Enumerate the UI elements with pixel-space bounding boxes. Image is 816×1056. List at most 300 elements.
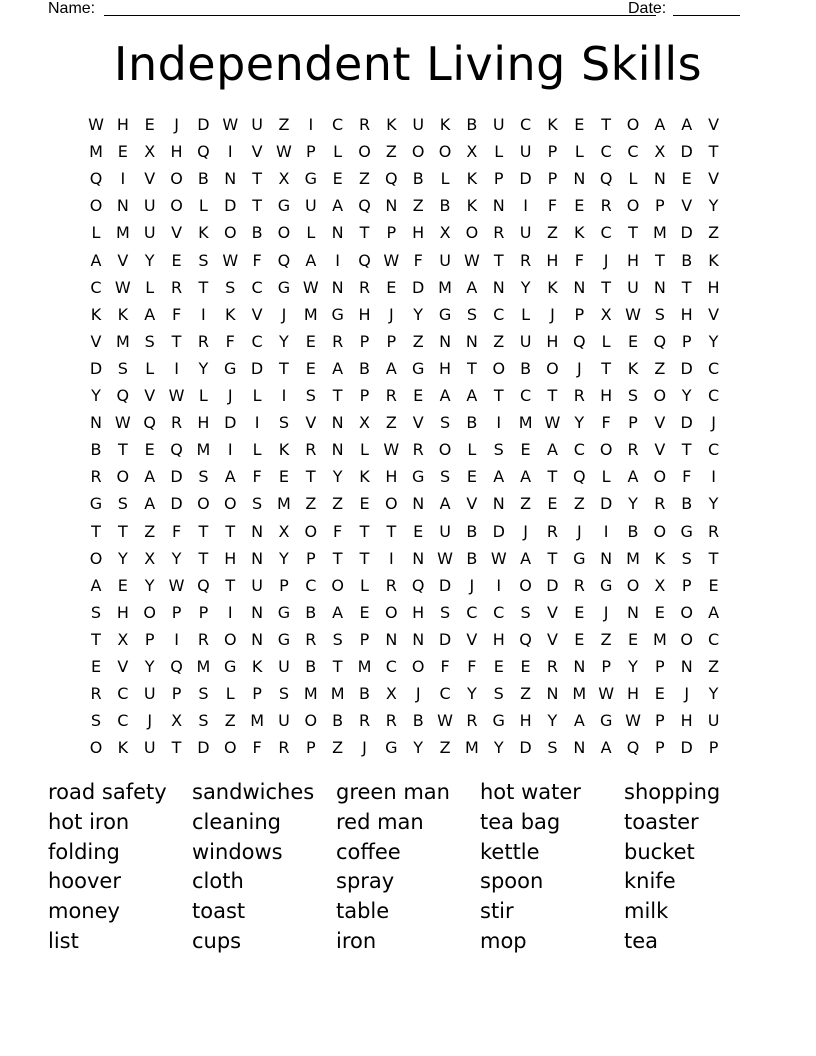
grid-letter[interactable]: J [603, 250, 609, 270]
name-blank-line[interactable] [104, 0, 656, 16]
grid-letter[interactable]: P [171, 602, 182, 622]
grid-letter[interactable]: N [224, 169, 237, 189]
grid-letter[interactable]: C [707, 440, 720, 460]
grid-letter[interactable]: T [547, 548, 558, 568]
grid-letter[interactable]: W [437, 711, 453, 731]
grid-letter[interactable]: R [197, 629, 209, 649]
grid-letter[interactable]: Z [600, 629, 612, 649]
grid-letter[interactable]: J [281, 304, 287, 324]
grid-letter[interactable]: B [439, 196, 451, 216]
grid-letter[interactable]: U [627, 277, 639, 297]
grid-letter[interactable]: B [520, 358, 532, 378]
grid-letter[interactable]: P [574, 304, 585, 324]
grid-letter[interactable]: W [88, 115, 104, 134]
grid-letter[interactable]: T [117, 521, 128, 541]
grid-letter[interactable]: F [682, 467, 692, 487]
grid-letter[interactable]: Q [385, 169, 398, 189]
grid-letter[interactable]: H [707, 277, 720, 297]
grid-letter[interactable]: A [681, 115, 693, 134]
grid-letter[interactable]: X [385, 684, 397, 704]
grid-letter[interactable]: V [466, 494, 478, 514]
grid-letter[interactable]: O [304, 711, 318, 731]
grid-letter[interactable]: M [518, 413, 533, 433]
grid-letter[interactable]: S [278, 413, 290, 433]
grid-letter[interactable]: Z [546, 223, 558, 243]
grid-letter[interactable]: P [386, 331, 397, 351]
grid-letter[interactable]: N [573, 277, 586, 297]
grid-letter[interactable]: R [305, 629, 317, 649]
grid-letter[interactable]: R [197, 331, 209, 351]
grid-letter[interactable]: U [492, 115, 505, 134]
grid-letter[interactable]: X [117, 629, 129, 649]
grid-letter[interactable]: W [302, 277, 319, 297]
grid-letter[interactable]: Z [412, 196, 424, 216]
grid-letter[interactable]: R [573, 386, 585, 405]
grid-letter[interactable]: T [681, 277, 692, 297]
grid-letter[interactable]: C [493, 602, 505, 622]
grid-letter[interactable]: N [90, 413, 102, 433]
grid-letter[interactable]: O [89, 196, 103, 216]
grid-letter[interactable]: L [628, 169, 638, 189]
grid-letter[interactable]: Q [197, 575, 210, 595]
grid-letter[interactable]: Z [359, 169, 370, 189]
grid-letter[interactable]: Y [144, 575, 155, 595]
grid-letter[interactable]: G [599, 575, 613, 595]
grid-letter[interactable]: C [117, 684, 129, 704]
grid-letter[interactable]: O [143, 602, 156, 622]
grid-letter[interactable]: O [626, 196, 640, 216]
grid-letter[interactable]: V [654, 440, 666, 460]
grid-letter[interactable]: R [654, 494, 666, 514]
grid-letter[interactable]: H [170, 142, 183, 162]
grid-letter[interactable]: N [627, 602, 639, 622]
date-blank-line[interactable] [673, 0, 740, 16]
grid-letter[interactable]: T [332, 386, 343, 405]
grid-letter[interactable]: S [681, 548, 692, 568]
grid-letter[interactable]: W [598, 684, 615, 704]
grid-letter[interactable]: N [546, 684, 559, 704]
grid-letter[interactable]: U [439, 521, 451, 541]
grid-letter[interactable]: W [383, 440, 400, 460]
grid-letter[interactable]: W [168, 575, 185, 595]
grid-letter[interactable]: R [358, 277, 371, 297]
grid-letter[interactable]: Z [708, 223, 720, 243]
grid-letter[interactable]: I [201, 304, 206, 324]
grid-letter[interactable]: Z [708, 657, 720, 676]
grid-letter[interactable]: A [90, 250, 102, 270]
grid-letter[interactable]: R [493, 223, 505, 243]
grid-letter[interactable]: P [601, 657, 611, 676]
grid-letter[interactable]: T [708, 548, 719, 568]
grid-letter[interactable]: J [576, 521, 582, 541]
grid-letter[interactable]: E [386, 277, 397, 297]
grid-letter[interactable]: E [520, 440, 531, 460]
grid-letter[interactable]: D [224, 196, 237, 216]
grid-letter[interactable]: V [681, 196, 693, 216]
grid-letter[interactable]: S [439, 413, 451, 433]
grid-letter[interactable]: K [386, 115, 397, 134]
grid-letter[interactable]: E [574, 196, 585, 216]
grid-letter[interactable]: J [362, 738, 367, 758]
grid-letter[interactable]: U [143, 738, 156, 758]
grid-letter[interactable]: W [114, 277, 131, 297]
grid-letter[interactable]: O [197, 494, 210, 514]
grid-letter[interactable]: C [117, 711, 129, 731]
grid-letter[interactable]: T [681, 440, 692, 460]
grid-letter[interactable]: T [117, 440, 128, 460]
grid-letter[interactable]: Y [708, 494, 719, 514]
grid-letter[interactable]: Y [520, 277, 531, 297]
grid-letter[interactable]: R [358, 711, 371, 731]
grid-letter[interactable]: M [303, 684, 318, 704]
grid-letter[interactable]: D [680, 142, 693, 162]
grid-letter[interactable]: Y [144, 657, 155, 676]
grid-letter[interactable]: A [144, 304, 156, 324]
grid-letter[interactable]: O [385, 494, 398, 514]
grid-letter[interactable]: P [359, 331, 370, 351]
grid-letter[interactable]: M [652, 223, 667, 243]
grid-letter[interactable]: D [250, 358, 264, 378]
grid-letter[interactable]: E [171, 250, 182, 270]
grid-letter[interactable]: O [411, 657, 425, 676]
grid-letter[interactable]: C [332, 115, 344, 134]
grid-letter[interactable]: R [520, 250, 532, 270]
grid-letter[interactable]: D [412, 277, 425, 297]
grid-letter[interactable]: B [90, 440, 102, 460]
grid-letter[interactable]: K [466, 169, 478, 189]
grid-letter[interactable]: K [225, 304, 236, 324]
grid-letter[interactable]: W [222, 250, 239, 270]
grid-letter[interactable]: U [519, 331, 532, 351]
grid-letter[interactable]: R [546, 521, 558, 541]
grid-letter[interactable]: O [223, 494, 237, 514]
grid-letter[interactable]: A [144, 494, 156, 514]
grid-letter[interactable]: W [544, 413, 561, 433]
grid-letter[interactable]: D [546, 575, 559, 595]
grid-letter[interactable]: I [120, 169, 126, 189]
grid-letter[interactable]: H [680, 304, 693, 324]
grid-letter[interactable]: Z [144, 521, 156, 541]
grid-letter[interactable]: M [438, 277, 452, 297]
grid-letter[interactable]: E [117, 142, 128, 162]
grid-letter[interactable]: T [547, 386, 558, 405]
grid-letter[interactable]: F [440, 657, 450, 676]
grid-letter[interactable]: F [333, 521, 343, 541]
grid-letter[interactable]: E [332, 169, 343, 189]
grid-letter[interactable]: U [412, 115, 425, 134]
grid-letter[interactable]: T [252, 196, 262, 216]
grid-letter[interactable]: U [707, 711, 720, 731]
grid-letter[interactable]: W [222, 115, 239, 134]
grid-letter[interactable]: M [250, 711, 264, 731]
grid-letter[interactable]: N [653, 169, 666, 189]
grid-letter[interactable]: D [680, 738, 693, 758]
grid-letter[interactable]: Y [574, 413, 585, 433]
grid-letter[interactable]: L [440, 169, 450, 189]
grid-letter[interactable]: U [278, 711, 290, 731]
grid-letter[interactable]: D [492, 521, 505, 541]
grid-letter[interactable]: H [116, 115, 129, 134]
grid-letter[interactable]: N [600, 548, 613, 568]
grid-letter[interactable]: N [331, 440, 344, 460]
grid-letter[interactable]: Z [332, 738, 344, 758]
grid-letter[interactable]: X [654, 575, 666, 595]
grid-letter[interactable]: J [227, 386, 233, 405]
grid-letter[interactable]: U [519, 142, 532, 162]
grid-letter[interactable]: G [385, 738, 398, 758]
grid-letter[interactable]: M [330, 684, 345, 704]
grid-letter[interactable]: V [546, 629, 558, 649]
grid-letter[interactable]: G [573, 548, 586, 568]
grid-letter[interactable]: K [708, 250, 719, 270]
grid-letter[interactable]: Q [89, 169, 103, 189]
grid-letter[interactable]: C [707, 386, 720, 405]
grid-letter[interactable]: I [523, 196, 528, 216]
grid-letter[interactable]: Q [170, 657, 183, 676]
grid-letter[interactable]: A [520, 467, 532, 487]
grid-letter[interactable]: E [144, 440, 155, 460]
grid-letter[interactable]: O [385, 602, 398, 622]
grid-letter[interactable]: H [116, 602, 129, 622]
grid-letter[interactable]: Z [385, 142, 397, 162]
grid-letter[interactable]: T [708, 142, 719, 162]
grid-letter[interactable]: N [251, 602, 264, 622]
grid-letter[interactable]: Q [599, 169, 613, 189]
grid-letter[interactable]: T [359, 223, 370, 243]
grid-letter[interactable]: K [466, 196, 478, 216]
grid-letter[interactable]: K [359, 467, 370, 487]
grid-letter[interactable]: K [627, 358, 639, 378]
grid-letter[interactable]: Y [279, 548, 289, 568]
grid-letter[interactable]: G [411, 467, 425, 487]
grid-letter[interactable]: D [680, 358, 693, 378]
grid-letter[interactable]: E [547, 494, 558, 514]
grid-letter[interactable]: S [439, 602, 451, 622]
grid-letter[interactable]: W [437, 548, 453, 568]
grid-letter[interactable]: R [466, 711, 478, 731]
grid-letter[interactable]: J [576, 358, 582, 378]
grid-letter[interactable]: T [332, 548, 343, 568]
grid-letter[interactable]: R [170, 413, 183, 433]
grid-letter[interactable]: I [603, 521, 609, 541]
grid-letter[interactable]: S [117, 494, 128, 514]
grid-letter[interactable]: P [628, 413, 638, 433]
grid-letter[interactable]: N [331, 413, 344, 433]
grid-letter[interactable]: A [144, 467, 156, 487]
grid-letter[interactable]: T [91, 629, 101, 649]
grid-letter[interactable]: J [711, 413, 716, 433]
grid-letter[interactable]: R [90, 467, 102, 487]
grid-letter[interactable]: O [411, 142, 425, 162]
grid-letter[interactable]: P [708, 738, 719, 758]
grid-letter[interactable]: A [305, 250, 317, 270]
grid-letter[interactable]: I [174, 629, 179, 649]
grid-letter[interactable]: I [388, 548, 394, 568]
grid-letter[interactable]: O [223, 629, 237, 649]
grid-letter[interactable]: C [600, 223, 612, 243]
grid-letter[interactable]: V [144, 169, 156, 189]
grid-letter[interactable]: A [627, 467, 639, 487]
grid-letter[interactable]: T [171, 738, 182, 758]
grid-letter[interactable]: X [600, 304, 612, 324]
grid-letter[interactable]: E [305, 358, 316, 378]
grid-letter[interactable]: A [439, 386, 451, 405]
grid-letter[interactable]: G [224, 358, 237, 378]
grid-letter[interactable]: A [520, 548, 532, 568]
grid-letter[interactable]: V [117, 250, 129, 270]
grid-letter[interactable]: P [198, 602, 209, 622]
grid-letter[interactable]: U [143, 684, 156, 704]
grid-letter[interactable]: A [546, 440, 558, 460]
grid-letter[interactable]: N [573, 657, 586, 676]
grid-letter[interactable]: A [332, 602, 344, 622]
grid-letter[interactable]: O [438, 440, 452, 460]
grid-letter[interactable]: H [412, 223, 425, 243]
grid-letter[interactable]: D [224, 413, 237, 433]
grid-letter[interactable]: B [627, 521, 639, 541]
grid-letter[interactable]: Y [144, 250, 155, 270]
grid-letter[interactable]: O [358, 142, 371, 162]
grid-letter[interactable]: C [707, 629, 720, 649]
grid-letter[interactable]: N [412, 494, 425, 514]
grid-letter[interactable]: P [681, 331, 692, 351]
grid-letter[interactable]: P [305, 548, 316, 568]
grid-letter[interactable]: S [90, 711, 102, 731]
grid-letter[interactable]: P [547, 169, 558, 189]
grid-letter[interactable]: Q [411, 575, 425, 595]
grid-letter[interactable]: P [252, 684, 262, 704]
grid-letter[interactable]: U [519, 223, 532, 243]
grid-letter[interactable]: E [413, 386, 424, 405]
grid-letter[interactable]: Q [653, 331, 667, 351]
grid-letter[interactable]: E [305, 331, 316, 351]
grid-letter[interactable]: E [90, 657, 102, 676]
grid-letter[interactable]: S [654, 304, 665, 324]
grid-letter[interactable]: R [278, 738, 290, 758]
grid-letter[interactable]: R [412, 440, 424, 460]
grid-letter[interactable]: D [89, 358, 103, 378]
grid-letter[interactable]: T [601, 115, 612, 134]
grid-letter[interactable]: T [252, 169, 262, 189]
grid-letter[interactable]: O [304, 521, 318, 541]
grid-letter[interactable]: R [90, 684, 102, 704]
grid-letter[interactable]: N [492, 277, 505, 297]
grid-letter[interactable]: G [680, 521, 693, 541]
grid-letter[interactable]: N [680, 657, 693, 676]
grid-letter[interactable]: Z [278, 115, 290, 134]
grid-letter[interactable]: A [466, 277, 478, 297]
grid-letter[interactable]: C [305, 575, 317, 595]
grid-letter[interactable]: K [547, 115, 558, 134]
grid-letter[interactable]: E [493, 657, 504, 676]
grid-letter[interactable]: P [359, 629, 370, 649]
grid-letter[interactable]: B [305, 602, 317, 622]
grid-letter[interactable]: Y [332, 467, 343, 487]
grid-letter[interactable]: U [278, 657, 290, 676]
grid-letter[interactable]: X [171, 711, 183, 731]
grid-letter[interactable]: X [144, 142, 156, 162]
grid-letter[interactable]: X [359, 413, 370, 433]
grid-letter[interactable]: Z [332, 494, 344, 514]
grid-letter[interactable]: V [144, 386, 156, 405]
grid-letter[interactable]: M [115, 331, 130, 351]
grid-letter[interactable]: J [388, 304, 394, 324]
grid-letter[interactable]: H [546, 250, 559, 270]
grid-letter[interactable]: V [171, 223, 183, 243]
grid-letter[interactable]: A [573, 711, 585, 731]
grid-letter[interactable]: H [680, 711, 693, 731]
grid-letter[interactable]: C [90, 277, 102, 297]
grid-letter[interactable]: V [251, 304, 263, 324]
grid-letter[interactable]: H [439, 358, 452, 378]
grid-letter[interactable]: W [625, 304, 641, 324]
grid-letter[interactable]: A [332, 358, 344, 378]
grid-letter[interactable]: L [467, 440, 477, 460]
grid-letter[interactable]: Q [358, 250, 371, 270]
grid-letter[interactable]: K [654, 548, 666, 568]
grid-letter[interactable]: S [90, 602, 102, 622]
grid-letter[interactable]: S [278, 684, 290, 704]
grid-letter[interactable]: C [520, 386, 532, 405]
grid-letter[interactable]: L [145, 358, 155, 378]
grid-letter[interactable]: E [359, 602, 370, 622]
grid-letter[interactable]: Z [305, 494, 317, 514]
grid-letter[interactable]: S [493, 440, 504, 460]
grid-letter[interactable]: P [655, 711, 665, 731]
grid-letter[interactable]: P [655, 657, 665, 676]
grid-letter[interactable]: J [550, 304, 555, 324]
grid-letter[interactable]: S [466, 304, 477, 324]
grid-letter[interactable]: F [252, 738, 262, 758]
grid-letter[interactable]: R [358, 115, 371, 134]
grid-letter[interactable]: L [306, 223, 316, 243]
grid-letter[interactable]: E [574, 115, 585, 134]
grid-letter[interactable]: E [627, 331, 639, 351]
grid-letter[interactable]: R [332, 331, 344, 351]
grid-letter[interactable]: S [547, 738, 558, 758]
grid-letter[interactable]: V [654, 413, 666, 433]
grid-letter[interactable]: I [496, 575, 502, 595]
grid-letter[interactable]: V [708, 169, 720, 189]
grid-letter[interactable]: A [332, 196, 344, 216]
grid-letter[interactable]: B [681, 250, 693, 270]
grid-letter[interactable]: G [224, 657, 237, 676]
grid-letter[interactable]: K [251, 657, 263, 676]
grid-letter[interactable]: C [627, 142, 639, 162]
grid-letter[interactable]: E [627, 629, 639, 649]
grid-letter[interactable]: W [114, 413, 131, 433]
grid-letter[interactable]: H [385, 467, 398, 487]
grid-letter[interactable]: O [546, 358, 559, 378]
grid-letter[interactable]: G [599, 711, 613, 731]
grid-letter[interactable]: K [278, 440, 290, 460]
grid-letter[interactable]: S [252, 494, 263, 514]
grid-letter[interactable]: M [303, 304, 318, 324]
grid-letter[interactable]: X [466, 142, 478, 162]
grid-letter[interactable]: D [599, 494, 613, 514]
grid-letter[interactable]: Q [143, 413, 156, 433]
grid-letter[interactable]: J [469, 575, 475, 595]
grid-letter[interactable]: H [626, 250, 640, 270]
grid-letter[interactable]: D [519, 738, 532, 758]
grid-letter[interactable]: Y [681, 386, 692, 405]
grid-letter[interactable]: N [492, 494, 505, 514]
grid-letter[interactable]: L [360, 575, 369, 595]
grid-letter[interactable]: Q [358, 196, 371, 216]
grid-letter[interactable]: F [574, 250, 584, 270]
grid-letter[interactable]: P [305, 738, 316, 758]
grid-letter[interactable]: Y [279, 331, 289, 351]
